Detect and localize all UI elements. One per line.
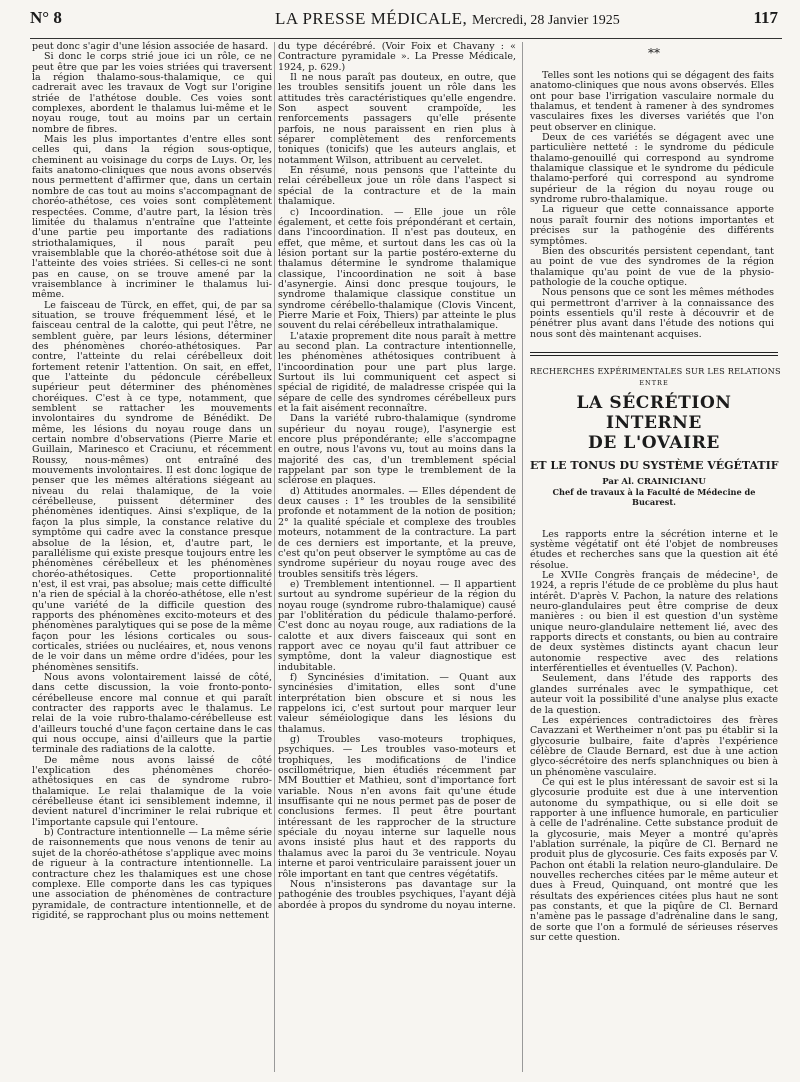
journal-name: LA PRESSE MÉDICALE, [275,9,468,28]
paragraph: f) Syncinésies d'imitation. — Quant aux syncinésies d'imitation, elles sont d'une interprétation bien obscure et si nous les rappelons ici, c'est surtout pour marquer leur valeur séméiologique dans les lésions du thalamus. [278,671,516,735]
paragraph: c) Incoordination. — Elle joue un rôle également, et cette fois prépondérant et certain, dans l'incoordination. Il n'est pas douteux, en effet, que même, et surtout dans les cas où la lésion portant sur la partie postéro-externe du thalamus détermine le syndrome thalamique classique, l'incoordination ne soit à base d'asynergie. Ainsi donc presque toujours, le syndrome thalamique classique constitue un syndrome cérébello-thalamique (Clovis Vincent, Pierre Marie et Foix, Thiers) par atteinte le plus souvent du relai cérébelleux intrathalamique. [278,206,516,332]
column-rule [522,42,523,1072]
paragraph: g) Troubles vaso-moteurs trophiques, psychiques. — Les troubles vaso-moteurs et trophiques, les modifications de l'indice oscillométrique, bien étudiés récemment par MM Bouttier et Mathieu, sont d'importance fort variable. Nous n'en avons fait qu'une étude insuffisante qui ne nous permet pas de poser de conclusions fermes. Il peut être pourtant intéressant de les rapprocher de la structure spéciale du noyau interne sur laquelle nous avons insisté plus haut et des rapports du thalamus avec la paroi du 3e ventricule. Noyau interne et paroi ventriculaire paraissent jouer un rôle important en tant que centres végétatifs. [278,734,516,880]
article-divider [530,352,778,356]
header-rule [30,38,782,39]
page-number: 117 [753,8,778,27]
paragraph: Mais les plus importantes d'entre elles sont celles qui, dans la région sous-optique, cheminent au voisinage du corps de Luys. Or, les faits anatomo-cliniques que nous avons observés nous permettent d'affirmer que, dans un certain nombre de cas tout au moins s'accompagnant de choréo-athétose, ces voies sont complètement respectées. Comme, d'autre part, la lésion très limitée du thalamus n'entraîne que l'atteinte d'une partie peu importante des radiations striothalamiques, il nous paraît peu vraisemblable que la choréo-athétose soit due à l'atteinte des voies striées. Si celles-ci ne sont pas en cause, on se trouve amené par la vraisemblance à incriminer le thalamus lui-même. [32,134,272,301]
paragraph: De même nous avons laissé de côté l'explication des phénomènes choréo-athétosiques en cas de syndrome rubro-thalamique. Le relai thalamique de la voie cérébelleuse étant ici sensiblement indemne, il devient naturel d'incriminer le relai rubrique et l'importante capsule qui l'entoure. [32,754,272,828]
paragraph: Il ne nous paraît pas douteux, en outre, que les troubles sensitifs jouent un rôle dans les attitudes très caractéristiques qu'elle engendre. Son aspect souvent crampoïde, les renforcements passagers qu'elle présente parfois, ne nous paraissent en rien plus à séparer complètement des renforcements toniques (tonicifs) que les auteurs anglais, et notamment Wilson, attribuent au cervelet. [278,72,516,166]
article-affiliation: Chef de travaux à la Faculté de Médecine de Bucarest. [552,486,756,508]
paragraph: b) Contracture intentionnelle — La même série de raisonnements que nous venons de tenir au sujet de la choréo-athétose s'applique avec moins de rigueur à la contracture intentionnelle. La contracture chez les thalamiques est une chose complexe. Elle comporte dans les cas typiques une association de phénomènes de contracture pyramidale, de contracture intentionnelle, et de rigidité, se rapprochant plus ou moins nettement [32,827,272,921]
column-3 [530,42,781,944]
section-separator: ** [648,46,660,60]
paragraph: Nous n'insisterons pas davantage sur la pathogénie des troubles psychiques, l'ayant déjà abordée à propos du syndrome du noyau interne. [278,878,516,911]
paragraph: du type décérébré. (Voir Foix et Chavany : « Contracture pyramidale ». La Presse Médicale, 1924, p. 629.) [278,41,516,73]
paragraph: Ce qui est le plus intéressant de savoir est si la glycosurie produite est due à une intervention autonome du sympathique, ou si elle doit se rapporter à une influence humorale, en particulier à celle de l'adrénaline. Cette substance produit de la glycosurie, mais Meyer a montré qu'après l'ablation surrénale, la piqûre de Cl. Bernard ne produit plus de glycosurie. Ces faits exposés par V. Pachon ont établi la relation neuro-glandulaire. De nouvelles recherches citées par le même auteur et dues à Freud, Quinquand, ont montré que les résultats des expériences citées plus haut ne sont pas constants, et que la piqûre de Cl. Bernard n'amène pas le passage d'adrénaline dans le sang, de sorte que l'on a formulé de sérieuses réserves sur cette question. [530,776,778,944]
paragraph: Les rapports entre la sécrétion interne et le système végétatif ont été l'objet de nombreuses études et recherches sans que la question ait été résolue. [530,528,778,571]
paragraph: La rigueur que cette connaissance apporte nous paraît fournir des notions importantes et précises sur la pathogénie des différents symptômes. [530,204,774,247]
article-byline: Par Al. CRAINICIANU [602,476,706,487]
paragraph: L'ataxie proprement dite nous paraît à mettre au second plan. La contracture intentionnelle, les phénomènes athétosiques contribuent à l'incoordination pour une part plus large. Surtout ils lui communiquent cet aspect si spécial de rigidité, de maladresse crispée qui la sépare de celle des syndromes cérébelleux purs et la fait aisément reconnaître. [278,330,516,415]
paragraph: Dans la variété rubro-thalamique (syndrome supérieur du noyau rouge), l'asynergie est encore plus prépondérante; elle s'accompagne en outre, nous l'avons vu, tout au moins dans la majorité des cas, d'un tremblement spécial rappelant par son type le tremblement de la sclérose en plaques. [278,413,516,487]
paragraph: Nous pensons que ce sont les mêmes méthodes qui permettront d'arriver à la connaissance des points essentiels qu'il reste à découvrir et de pénétrer plus avant dans l'étude des notions qui nous sont dès maintenant acquises. [530,287,774,340]
paragraph: Le faisceau de Türck, en effet, qui, de par sa situation, se trouve fréquemment lésé, et le faisceau central de la calotte, qui peut l'être, ne semblent guère, par leurs lésions, déterminer des phénomènes choréo-athétosiques. Par contre, l'atteinte du relai cérébelleux doit fortement retenir l'attention. On sait, en effet, que l'atteinte du pédoncule cérébelleux supérieur peut déterminer des phénomènes choréiques. C'est à ce type, notamment, que semblent se rattacher les mouvements involontaires du syndrome de Bénédikt. De même, les lésions du noyau rouge dans un certain nombre d'observations (Pierre Marie et Guillain, Marinesco et Craciunu, et récemment Roussy, nous-mêmes) ont entraîné des mouvements involontaires. Il est donc logique de penser que les mêmes altérations siégeant au niveau du relai thalamique, de la voie cérébelleuse, puissent déterminer des phénomènes identiques. Ainsi s'explique, de la façon la plus simple, la constance relative du symptôme qui cadre avec la constance presque absolue de la lésion, et, d'autre part, le parallélisme qui existe presque toujours entre les phénomènes cérébelleux et les phénomènes choréo-athétosiques. Cette proportionnalité n'est, il est vrai, pas absolue; mais cette difficulté n'a rien de spécial à la choréo-athétose, elle n'est qu'une variété de la difficile question des rapports des phénomènes excito-moteurs et des phénomènes paralytiques qui se pose de la même façon pour les lésions corticales ou sous-corticales, striées ou nucléaires, et, nous venons de le voir dans un même ordre d'idées, pour les phénomènes sensitifs. [32,299,272,673]
paragraph: d) Attitudes anormales. — Elles dépendent de deux causes : 1° les troubles de la sensibilité profonde et notamment de la notion de position; 2° la qualité spéciale et complexe des troubles moteurs, notamment de la contracture. La part de ces derniers est importante, et la preuve, c'est qu'on peut observer le symptôme au cas de syndrome supérieur du noyau rouge avec des troubles sensitifs très légers. [278,485,516,580]
paragraph: En résumé, nous pensons que l'atteinte du relai cérébelleux joue un rôle dans l'aspect si spécial de la contracture et de la main thalamique. [278,165,516,208]
article-heading [530,365,781,508]
article-title-line1: LA SÉCRÉTION INTERNE [576,392,732,433]
issue-date: Mercredi, 28 Janvier 1925 [472,13,620,28]
paragraph: Bien des obscurités persistent cependant, tant au point de vue des syndromes de la région thalamique qu'au point de vue de la physio-pathologie de la couche optique. [530,245,774,288]
paragraph: Deux de ces variétés se dégagent avec une particulière netteté : le syndrome du pédicule thalamo-genouillé qui correspond au syndrome thalamique classique et le syndrome du pédicule thalamo-perforé qui correspond au syndrome supérieur de la région du noyau rouge ou syndrome rubro-thalamique. [530,132,774,206]
paragraph: Telles sont les notions qui se dégagent des faits anatomo-cliniques que nous avons observés. Elles ont pour base l'irrigation vasculaire normale du thalamus, et tendent à ramener à des syndromes vasculaires fixes les diverses variétés que l'on peut observer en clinique. [530,70,774,133]
paragraph: Si donc le corps strié joue ici un rôle, ce ne peut être que par les voies striées qui traversent la région thalamo-sous-thalamique, ce qui cadrerait avec les travaux de Vogt sur l'origine striée de l'athétose double. Ces voies sont complexes, abordent le thalamus lui-même et le noyau rouge, tout au moins par un certain nombre de fibres. [32,51,272,135]
article-title-line2: DE L'OVAIRE [588,432,720,453]
column-1 [32,42,272,921]
paragraph: Seulement, dans l'étude des rapports des glandes surrénales avec le sympathique, cet auteur voit la possibilité d'une analyse plus exacte de la question. [530,673,778,716]
paragraph: peut donc s'agir d'une lésion associée de hasard. [32,41,269,52]
conclusion-block [530,71,778,340]
column-rule [274,42,275,1072]
article-overline: RECHERCHES EXPÉRIMENTALES SUR LES RELATIONS [530,365,781,376]
article-title-line3: ET LE TONUS DU SYSTÈME VÉGÉTATIF [530,458,779,472]
paragraph: Les expériences contradictoires des frères Cavazzani et Wertheimer n'ont pas pu établir si la glycosurie bulbaire, faite d'après l'expérience célèbre de Claude Bernard, est due à une action glyco-sécrétoire des nerfs splanchniques ou bien à un phénomène vasculaire. [530,714,778,778]
article-connector: ENTRE [639,379,669,388]
journal-title [275,9,620,29]
issue-number: N° 8 [30,8,62,27]
paragraph: Le XVIIe Congrès français de médecine¹, de 1924, a repris l'étude de ce problème du plus haut intérêt. D'après V. Pachon, la nature des relations neuro-glandulaires peut être comprise de deux manières : ou bien il est question d'un système unique neuro-glandulaire nettement lié, avec des rapports directs et constants, ou bien au contraire de deux systèmes distincts ayant chacun leur autonomie respective avec des relations interférentielles et éventuelles (V. Pachon). [530,570,778,675]
column-2 [278,42,516,911]
paragraph: e) Tremblement intentionnel. — Il appartient surtout au syndrome supérieur de la région du noyau rouge (syndrome rubro-thalamique) causé par l'oblitération du pédicule thalamo-perforé. C'est donc au noyau rouge, aux radiations de la calotte et aux divers faisceaux qui sont en rapport avec ce noyau qu'il faut attribuer ce symptôme, dont la valeur diagnostique est indubitable. [278,578,516,673]
page-header [30,6,782,36]
paragraph: Nous avons volontairement laissé de côté, dans cette discussion, la voie fronto-ponto-cérébelleuse encore mal connue et qui paraît contracter des rapports avec le thalamus. Le relai de la voie rubro-thalamo-cérébelleuse est d'ailleurs touché d'une façon certaine dans le cas qui nous occupe, ainsi d'ailleurs que la partie terminale des radiations de la calotte. [32,671,272,756]
